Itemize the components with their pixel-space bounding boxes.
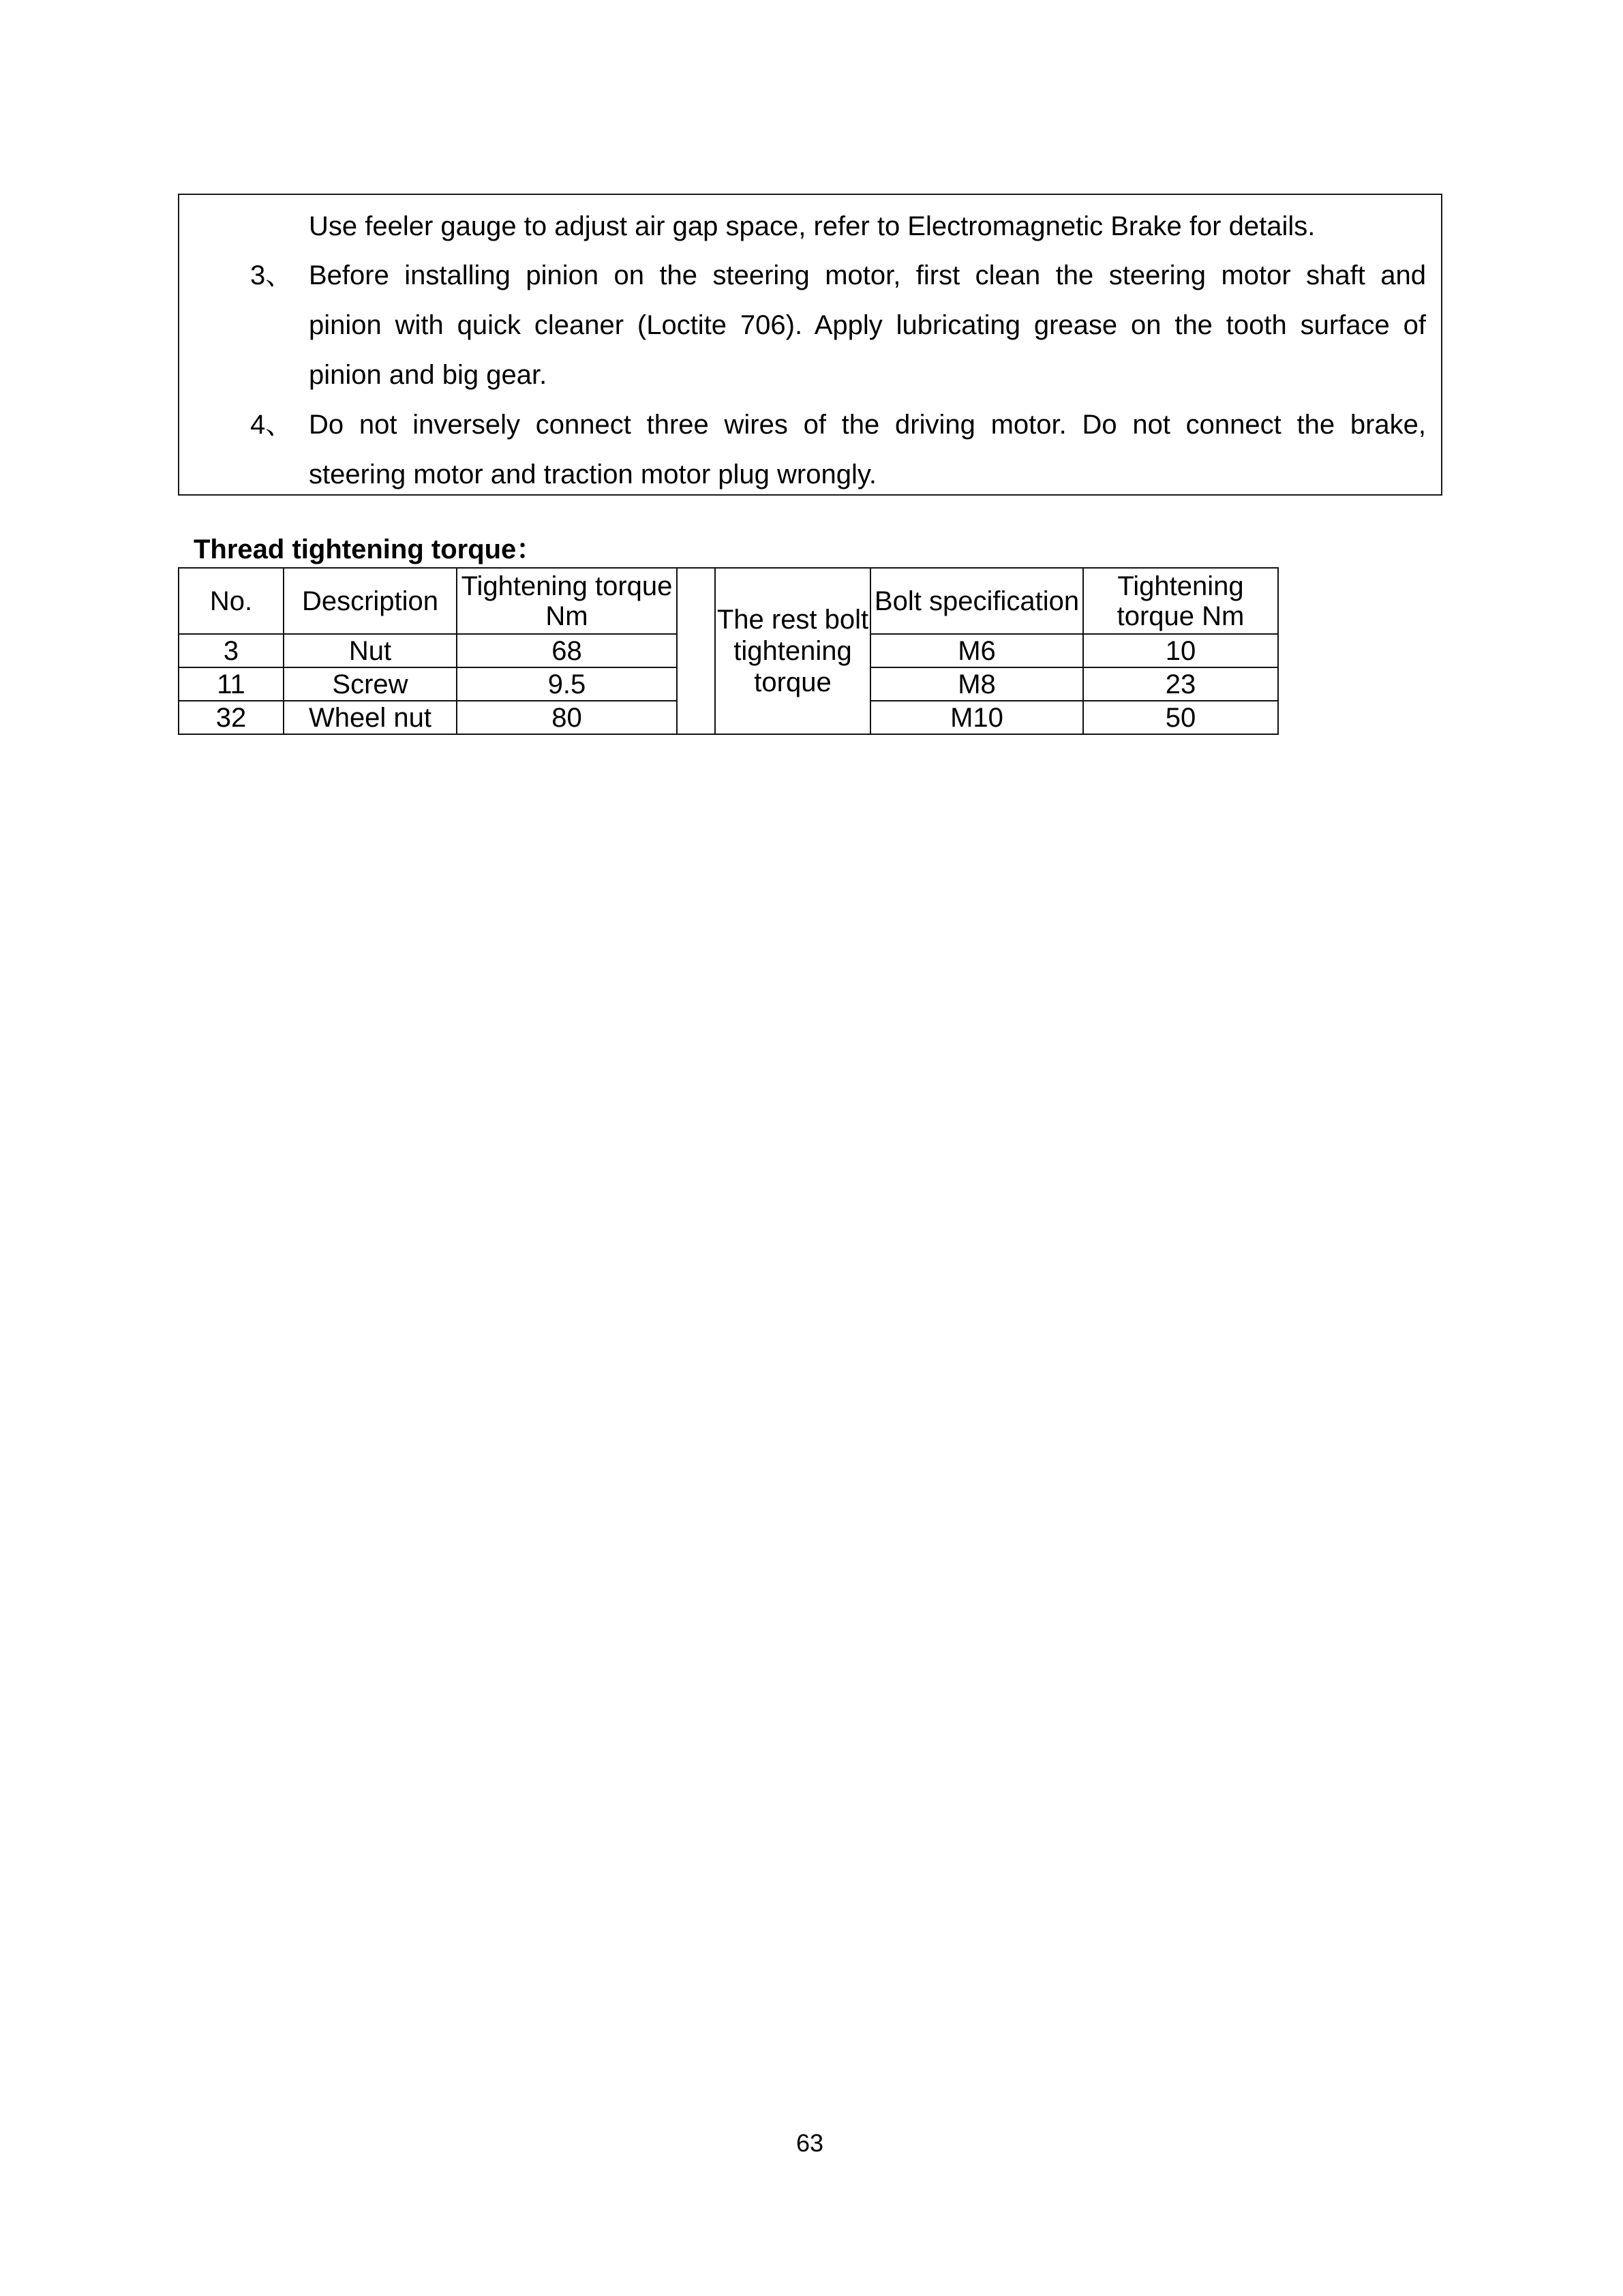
cell-bolt-torque: 50	[1083, 701, 1278, 734]
header-torque-right: Tightening torque Nm	[1083, 568, 1278, 634]
note-line-1: Use feeler gauge to adjust air gap space, refer to Electromagnetic Brake for details.	[309, 211, 1316, 241]
note-number-3: 3、	[250, 260, 293, 290]
torque-table	[178, 567, 1279, 735]
note-line-5: Do not inversely connect three wires of the driving motor. Do not connect the brake,	[309, 410, 1426, 440]
note-line-4: pinion and big gear.	[309, 360, 547, 390]
cell-bolt-spec: M6	[870, 634, 1083, 667]
spacer-column	[677, 568, 715, 734]
cell-description: Nut	[284, 634, 457, 667]
cell-no: 3	[179, 634, 284, 667]
section-title: Thread tightening torque：	[194, 534, 544, 564]
header-bolt-spec: Bolt specification	[870, 568, 1083, 634]
cell-no: 32	[179, 701, 284, 734]
table-header-row	[179, 568, 1278, 634]
cell-torque: 9.5	[457, 667, 677, 701]
notes-box	[178, 194, 1442, 496]
note-number-4: 4、	[250, 410, 293, 440]
cell-torque: 80	[457, 701, 677, 734]
cell-bolt-spec: M10	[870, 701, 1083, 734]
note-line-3: pinion with quick cleaner (Loctite 706). Apply lubricating grease on the tooth surface of	[309, 310, 1426, 340]
cell-bolt-torque: 10	[1083, 634, 1278, 667]
header-no: No.	[179, 568, 284, 634]
cell-bolt-spec: M8	[870, 667, 1083, 701]
header-description: Description	[284, 568, 457, 634]
cell-bolt-torque: 23	[1083, 667, 1278, 701]
merged-label-cell: The rest bolt tightening torque	[715, 568, 870, 734]
header-torque-left: Tightening torque Nm	[457, 568, 677, 634]
page-number: 63	[796, 2129, 824, 2157]
cell-torque: 68	[457, 634, 677, 667]
cell-description: Screw	[284, 667, 457, 701]
cell-description: Wheel nut	[284, 701, 457, 734]
note-line-6: steering motor and traction motor plug wrongly.	[309, 459, 877, 489]
cell-no: 11	[179, 667, 284, 701]
note-line-2: Before installing pinion on the steering motor, first clean the steering motor shaft and	[309, 260, 1426, 290]
